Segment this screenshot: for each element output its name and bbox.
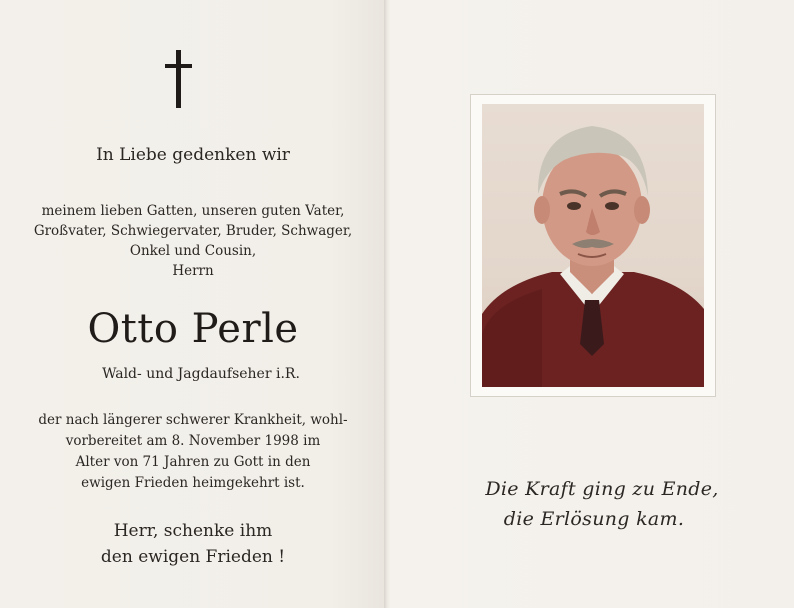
intro-text: In Liebe gedenken wir [96,145,290,165]
death-line: Alter von 71 Jahren zu Gott in den [75,454,311,470]
portrait-photo [482,104,704,387]
blessing-line: den ewigen Frieden ! [100,547,286,567]
relations-line: Großvater, Schwiegervater, Bruder, Schwager, [33,223,353,239]
death-line: der nach längerer schwerer Krankheit, wohl- [38,412,348,428]
relations-line: Onkel und Cousin, [129,243,257,259]
relations-text [0,201,386,281]
blessing-line: Herr, schenke ihm [113,521,273,541]
cross-icon [164,50,194,108]
profession-text: Wald- und Jagdaufseher i.R. [102,366,300,382]
relations-line: meinem lieben Gatten, unseren guten Vater, [41,203,345,219]
death-line: ewigen Frieden heimgekehrt ist. [81,475,305,491]
left-panel [0,0,386,608]
death-text [0,410,386,494]
deceased-name: Otto Perle [87,306,299,352]
blessing-text [0,518,386,570]
relations-line: Herrn [172,263,214,279]
quote-line: die Erlösung kam. [503,508,685,530]
portrait-frame [470,94,716,397]
quote-line: Die Kraft ging zu Ende, [485,478,719,500]
death-line: vorbereitet am 8. November 1998 im [65,433,321,449]
